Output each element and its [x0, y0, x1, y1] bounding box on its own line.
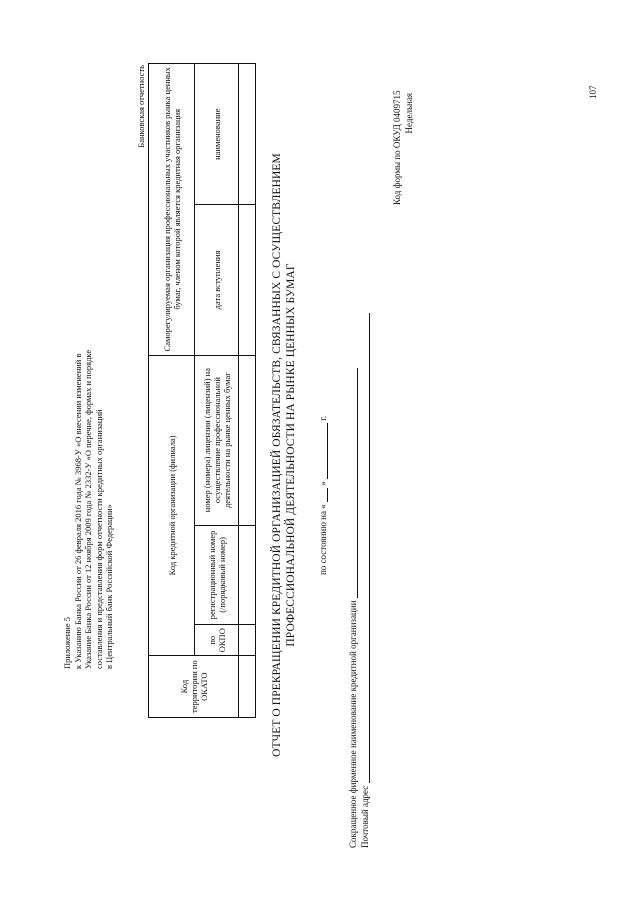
cell-empty	[239, 205, 256, 355]
postal-address-blank	[360, 313, 370, 783]
table-row	[239, 64, 256, 718]
appendix-line: в Центральный банк Российской Федерации»	[104, 504, 115, 669]
as-of-date	[318, 416, 328, 575]
periodicity: Недельная	[404, 93, 414, 134]
as-of-middle: »	[318, 481, 328, 486]
bank-reporting-label: Банковская отчетность	[136, 65, 146, 148]
appendix-line: к Указанию Банка России от 26 февраля 2016 года № 3968-У «О внесении изменений в	[72, 353, 83, 669]
report-title	[270, 75, 298, 835]
report-title-line: ОТЧЕТ О ПРЕКРАЩЕНИИ КРЕДИТНОЙ ОРГАНИЗАЦИЕЙ ОБЯЗАТЕЛЬСТВ, СВЯЗАННЫХ С ОСУЩЕСТВЛЕНИЕМ	[271, 153, 283, 757]
form-code: Код формы по ОКУД 0409715	[392, 90, 402, 205]
header-sro: Саморегулируемая организация профессиональных участников рынка ценных бумаг, членом которой является кредитная организация	[149, 64, 195, 356]
page-number: 107	[588, 85, 598, 99]
appendix-line: Указание Банка России от 12 ноября 2009 года № 2332-У «О перечне, формах и порядке	[83, 349, 94, 669]
header-org-code: Код кредитной организации (филиала)	[149, 355, 195, 656]
postal-address-label: Почтовый адрес	[360, 785, 370, 848]
header-license: номер (номера) лицензии (лицензий) на осуществление профессиональной деятельности на рынке ценных бумаг	[195, 355, 239, 525]
appendix-reference	[62, 69, 115, 669]
postal-address-field	[360, 313, 370, 848]
header-entry-date: дата вступления	[195, 205, 239, 355]
as-of-suffix: г.	[318, 415, 328, 421]
codes-table	[148, 63, 256, 718]
cell-empty	[239, 64, 256, 205]
short-name-blank	[348, 368, 358, 598]
cell-empty	[239, 525, 256, 624]
header-sro-name: наименование	[195, 64, 239, 205]
cell-empty	[239, 355, 256, 525]
header-okpo: по ОКПО	[195, 625, 239, 656]
short-name-field	[348, 368, 358, 848]
cell-empty	[239, 656, 256, 718]
report-title-line: ПРОФЕССИОНАЛЬНОЙ ДЕЯТЕЛЬНОСТИ НА РЫНКЕ ЦЕННЫХ БУМАГ	[285, 263, 297, 647]
short-name-label: Сокращенное фирменное наименование кредитной организации	[348, 600, 358, 848]
cell-empty	[239, 625, 256, 656]
as-of-prefix: по состоянию на «	[318, 504, 328, 575]
header-territory: Код территории по ОКАТО	[149, 656, 239, 718]
month-blank	[318, 423, 328, 479]
day-blank	[318, 488, 328, 502]
header-reg-number: регистрационный номер (/порядковый номер)	[195, 525, 239, 624]
appendix-line: Приложение 5	[62, 617, 72, 669]
appendix-line: составления и представления форм отчетности кредитных организаций	[93, 409, 104, 669]
